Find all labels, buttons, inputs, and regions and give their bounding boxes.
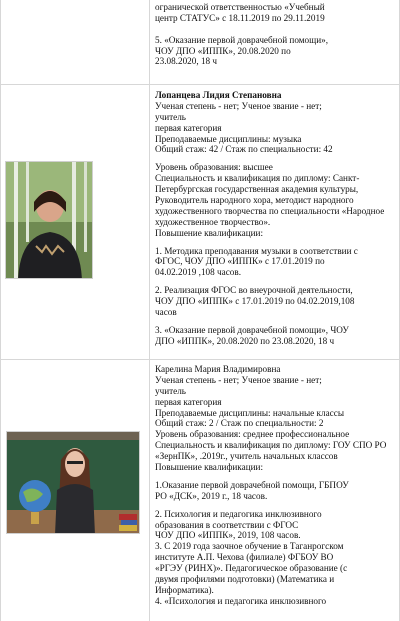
text-line: «ЗернПК», .2019г., учитель начальных классов: [155, 451, 338, 462]
text-line: Ученая степень - нет; Ученое звание - нет;: [155, 374, 322, 385]
column-divider: [149, 0, 150, 621]
text-line: 4. «Психология и педагогика инклюзивного: [155, 595, 327, 606]
text-line: 2. Реализация ФГОС во внеурочной деятельности,: [155, 285, 353, 296]
text-line: институте А.П. Чехова (филиале) ФГБОУ ВО: [155, 552, 334, 563]
text-line: учитель: [155, 385, 186, 396]
teacher-info: [155, 364, 397, 607]
text-line: 5. «Оказание первой доврачебной помощи»,: [155, 34, 329, 45]
text-line: Специальность и квалификация по диплому: Санкт-: [155, 173, 360, 184]
text-line: Ученая степень - нет; Ученое звание - нет;: [155, 100, 322, 111]
text-line: 2. Психология и педагогика инклюзивного: [155, 508, 322, 519]
text-line: «РГЭУ (РИНХ)». Педагогическое образование (с: [155, 563, 348, 574]
text-line: ДПО «ИППК», 20.08.2020 по 23.08.2020, 18 ч: [155, 335, 335, 346]
text-line: учитель: [155, 111, 186, 122]
text-line: двумя профилями подготовки) (Математика и: [155, 574, 335, 585]
teacher-info: [155, 90, 397, 347]
text-line: огранической ответственностью «Учебный: [155, 2, 325, 12]
row-divider: [1, 359, 400, 360]
text-line: 04.02.2019 ,108 часов.: [155, 267, 242, 278]
teacher-photo: [5, 161, 93, 279]
text-line: Уровень образования: среднее профессиональное: [155, 429, 350, 440]
row-divider: [1, 84, 400, 85]
text-line: 1.Оказание первой доврачебной помощи, ГБПОУ: [155, 479, 349, 490]
text-line: центр СТАТУС» с 18.11.2019 по 29.11.2019: [155, 12, 325, 23]
teacher-name: Лопанцева Лидия Степановна: [155, 90, 282, 100]
text-line: 3. «Оказание первой доврачебной помощи», ЧОУ: [155, 324, 349, 335]
text-line: Руководитель народного хора, методист народного: [155, 195, 354, 206]
text-line: Специальность и квалификация по диплому: ГОУ СПО РО: [155, 440, 387, 451]
text-line: ФГОС, ЧОУ ДПО «ИППК» с 17.01.2019 по: [155, 256, 325, 267]
text-line: ЧОУ ДПО «ИППК», 20.08.2020 по: [155, 45, 291, 56]
text-line: образования в соответствии с ФГОС: [155, 519, 299, 530]
text-line: Повышение квалификации:: [155, 227, 264, 238]
text-line: РО «ДСК», 2019 г., 18 часов.: [155, 490, 268, 501]
text-line: Общий стаж: 2 / Стаж по специальности: 2: [155, 418, 324, 429]
text-line: 3. С 2019 года заочное обучение в Таганрогском: [155, 541, 344, 552]
text-line: ЧОУ ДПО «ИППК», 2019, 108 часов.: [155, 530, 301, 541]
text-line: Преподаваемые дисциплины: музыка: [155, 133, 302, 144]
text-line: часов: [155, 307, 177, 318]
text-line: художественного творчества по специальности «Народное: [155, 205, 385, 216]
text-line: художественное творчество».: [155, 216, 271, 227]
text-line: Уровень образования: высшее: [155, 162, 273, 173]
teacher-photo: [6, 431, 140, 534]
previous-teacher-courses: [155, 2, 397, 67]
text-line: Преподаваемые дисциплины: начальные классы: [155, 407, 344, 418]
text-line: Общий стаж: 42 / Стаж по специальности: 42: [155, 144, 333, 155]
text-line: первая категория: [155, 122, 222, 133]
text-line: Петербургская государственная академия культуры,: [155, 184, 359, 195]
text-line: первая категория: [155, 396, 222, 407]
teacher-name: Карелина Мария Владимировна: [155, 364, 281, 374]
text-line: [155, 24, 397, 35]
text-line: ЧОУ ДПО «ИППК» с 17.01.2019 по 04.02.2019,108: [155, 296, 355, 307]
text-line: Информатика).: [155, 584, 214, 595]
text-line: 1. Методика преподавания музыки в соответствии с: [155, 245, 358, 256]
text-line: 23.08.2020, 18 ч: [155, 56, 218, 67]
text-line: Повышение квалификации:: [155, 462, 264, 473]
